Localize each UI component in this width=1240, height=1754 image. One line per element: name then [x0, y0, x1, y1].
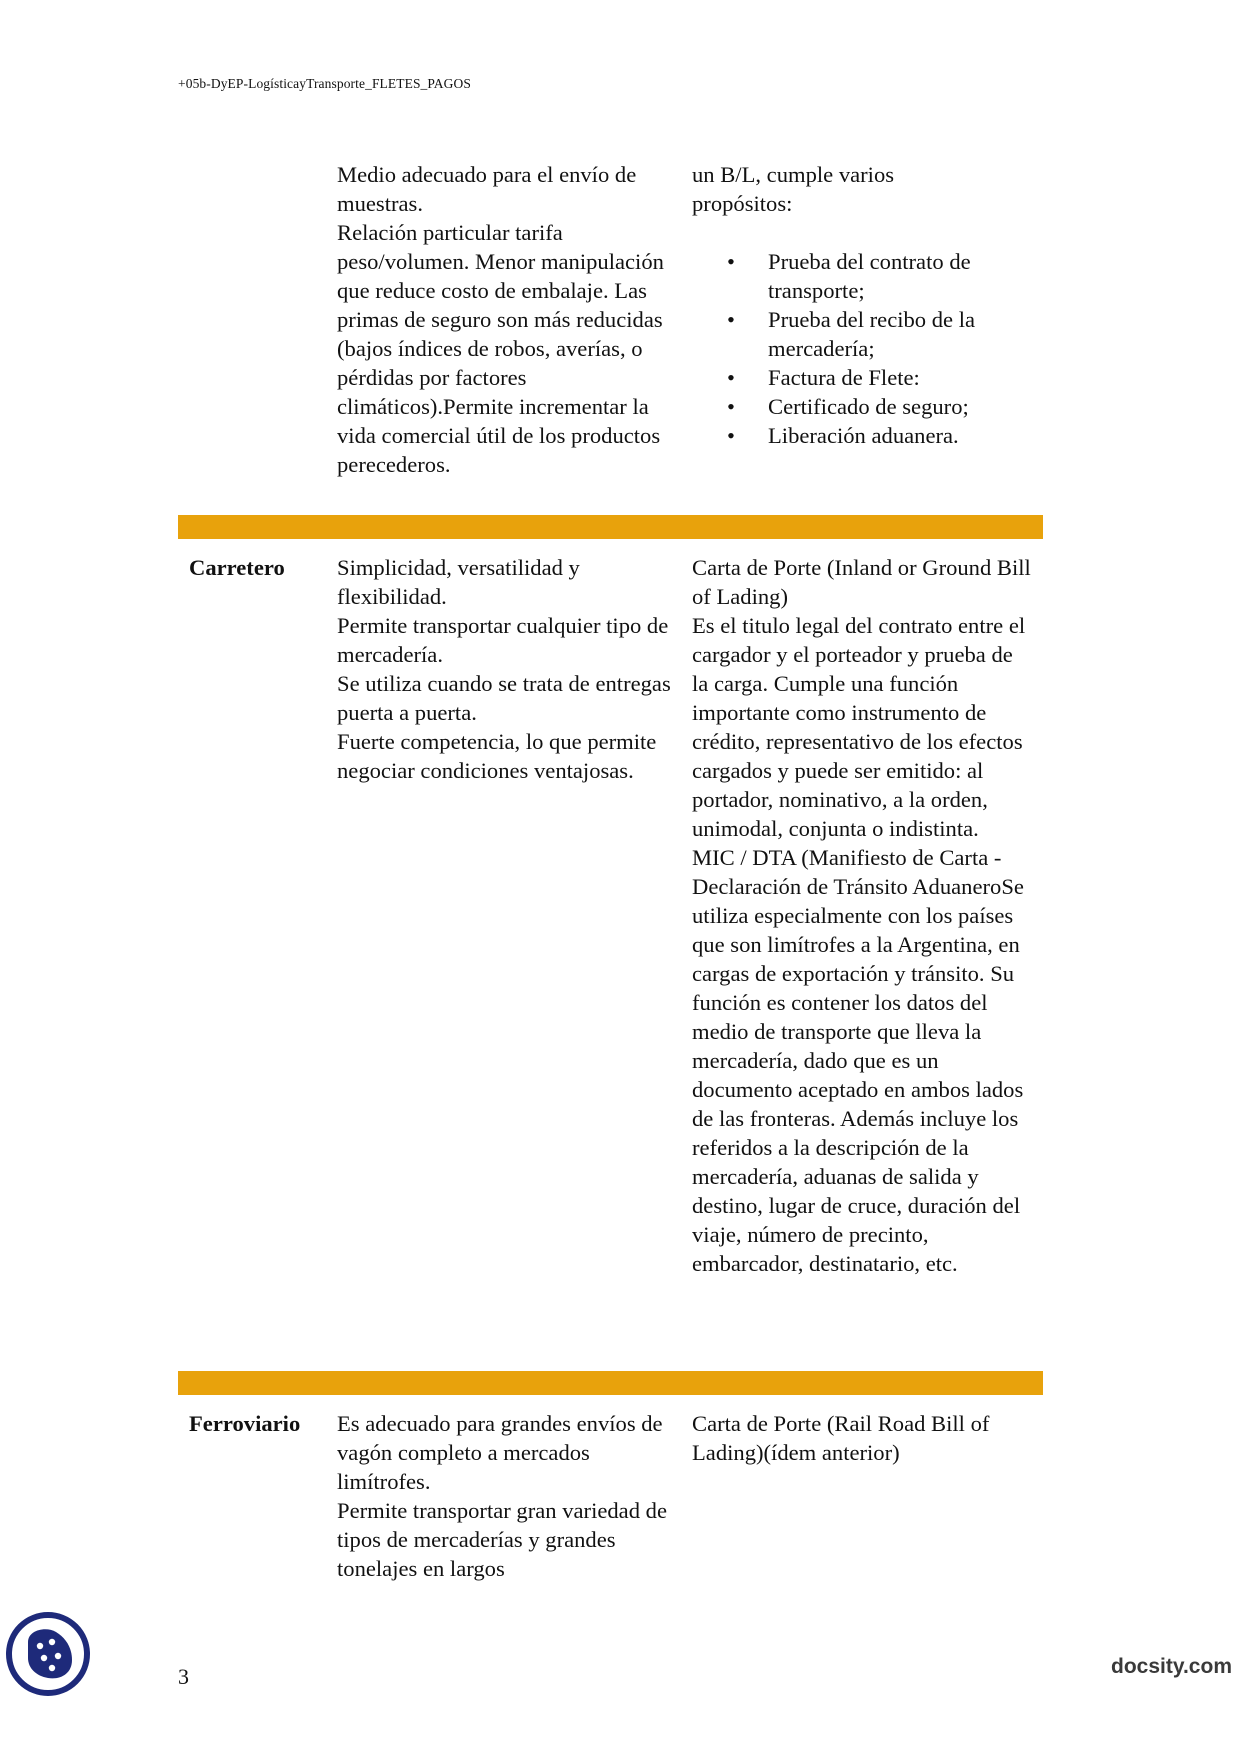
row2-document-3: MIC / DTA (Manifiesto de Carta -Declaración de Tránsito AduaneroSe utiliza especialmente con los países que son limítrofes a la Argentina, en cargas de exportación y tránsito. Su función es contener los datos del medio de transporte que lleva la mercadería, dado que es un documento aceptado en ambos lados de las fronteras. Además incluye los referidos a la descripción de la mercadería, aduanas de salida y destino, lugar de cruce, duración del viaje, número de precinto, embarcador, destinatario, etc. [692, 845, 1024, 1276]
row3-advantages [337, 1409, 677, 1583]
row2-advantage-4: Fuerte competencia, lo que permite negociar condiciones ventajosas. [337, 729, 657, 783]
row-separator [178, 1371, 1043, 1395]
row1-document [692, 160, 1042, 450]
bullet-item: • Liberación aduanera. [692, 421, 1042, 450]
row2-advantages [337, 553, 677, 785]
brand-link[interactable]: docsity.com [1111, 1655, 1232, 1678]
row2-advantage-2: Permite transportar cualquier tipo de mercadería. [337, 613, 669, 667]
row1-advantages [337, 160, 677, 479]
row1-document-bullets [692, 247, 1042, 450]
row3-document-1: Carta de Porte (Rail Road Bill of Lading)(ídem anterior) [692, 1411, 990, 1465]
logo-dot [49, 1665, 55, 1671]
row3-document [692, 1409, 1032, 1467]
row2-advantage-3: Se utiliza cuando se trata de entregas puerta a puerta. [337, 671, 671, 725]
logo-dot [55, 1653, 61, 1659]
bullet-item: • Certificado de seguro; [692, 392, 1042, 421]
row-separator [178, 515, 1043, 539]
docsity-logo-icon[interactable] [6, 1612, 90, 1696]
logo-dot [49, 1639, 55, 1645]
row1-document-intro: un B/L, cumple varios propósitos: [692, 162, 895, 216]
row2-advantage-1: Simplicidad, versatilidad y flexibilidad. [337, 555, 580, 609]
bullet-item: • Prueba del contrato de transporte; [692, 247, 1042, 305]
row3-advantage-1: Es adecuado para grandes envíos de vagón completo a mercados limítrofes. [337, 1411, 663, 1494]
row1-advantage-2: Relación particular tarifa peso/volumen. Menor manipulación que reduce costo de embalaje. Las primas de seguro son más reducidas (bajos índices de robos, averías, o pérdidas por factores climáticos).Permite incrementar la vida comercial útil de los productos perecederos. [337, 220, 664, 477]
row2-document-1: Carta de Porte (Inland or Ground Bill of Lading) [692, 555, 1031, 609]
row3-advantage-2: Permite transportar gran variedad de tipos de mercaderías y grandes tonelajes en largos [337, 1498, 667, 1581]
row-label-carretero: Carretero [189, 555, 285, 580]
page-number: 3 [178, 1664, 189, 1689]
bullet-item: • Prueba del recibo de la mercadería; [692, 305, 1042, 363]
document-header: +05b-DyEP-LogísticayTransporte_FLETES_PAGOS [178, 76, 471, 91]
bullet-item: • Factura de Flete: [692, 363, 1042, 392]
row2-document [692, 553, 1032, 1278]
logo-dot [37, 1643, 43, 1649]
logo-dot [41, 1655, 47, 1661]
row2-document-2: Es el titulo legal del contrato entre el cargador y el porteador y prueba de la carga. Cumple una función importante como instrumento de crédito, representativo de los efectos cargados y puede ser emitido: al portador, nominativo, a la orden, unimodal, conjunta o indistinta. [692, 613, 1026, 841]
row1-advantage-1: Medio adecuado para el envío de muestras. [337, 162, 637, 216]
row-label-ferroviario: Ferroviario [189, 1411, 301, 1436]
